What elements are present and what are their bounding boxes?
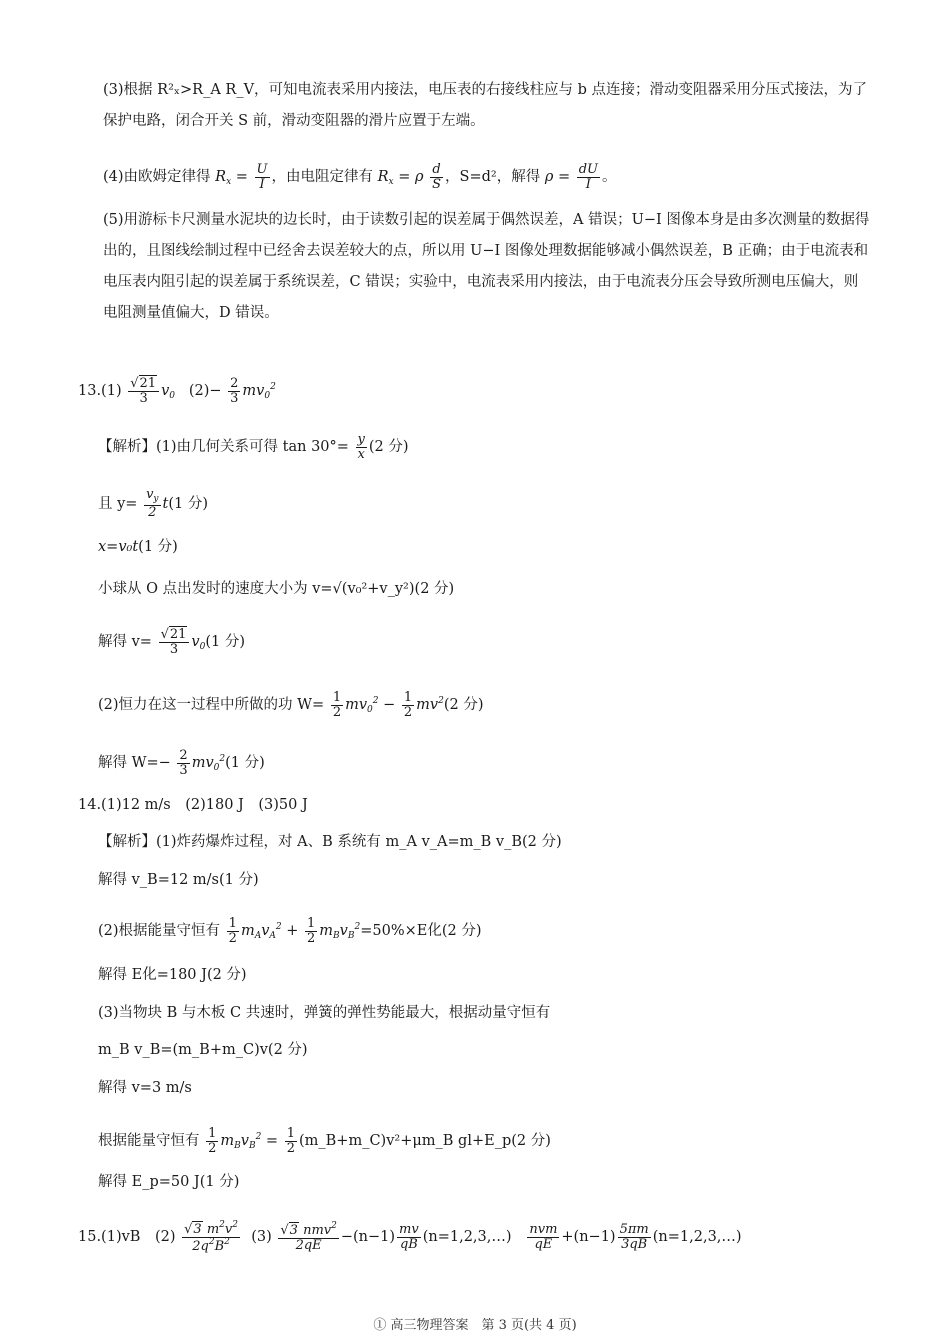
q14-l7-text: 解得 v=3 m/s bbox=[98, 1080, 192, 1096]
q15-answer: 15.(1)vB (2) $\frac{√3 m^2v^2}{2q^2B^2}$ (3) $\frac{√3 nmv^2}{2qE}$ −(n−1) $\frac{mv}{qB}$ (n=1,2,3,…) $\frac{\text{nvm}}{qE}$ +(n−1) $\frac{5\pi m}{3qB}$ (n=1,2,3,…) bbox=[78, 1219, 742, 1254]
paragraph-5-text: (5)用游标卡尺测量水泥块的边长时，由于读数引起的误差属于偶然误差，A 错误；U−I 图像本身是由多次测量的数据得出的，且图线绘制过程中已经舍去误差较大的点，所以用 U−I 图像处理数据能够减小偶然误差，B 正确；由于电流表和电压表内阻引起的误差属于系统误差，C 错误；实验中，电流表采用内接法，由于电流表分压会导致所测电压偏大，则电阻测量值偏大，D 错误。 bbox=[103, 212, 870, 321]
q15-part3: (3) bbox=[251, 1229, 272, 1245]
q13-l4-score: (2 分) bbox=[414, 581, 455, 597]
p4-prefix: (4)由欧姆定律得 bbox=[103, 169, 211, 185]
q13-ans2: $\frac{2}{3}$ bbox=[230, 375, 239, 406]
q13-part2: (2)− bbox=[188, 383, 222, 399]
q13-l5-score: (1 分) bbox=[205, 634, 245, 650]
q13-l6-score: (2 分) bbox=[443, 697, 484, 713]
q15-ans2: $\frac{√3 m^2v^2}{2q^2B^2}$ bbox=[184, 1219, 238, 1254]
paragraph-3 bbox=[103, 75, 870, 137]
q13-l6-text: (2)恒力在这一过程中所做的功 W= bbox=[98, 697, 325, 713]
q13-l1-score: (2 分) bbox=[368, 439, 409, 455]
q15-plus: +(n−1) bbox=[561, 1229, 616, 1245]
q13-l2-text: 且 y= bbox=[98, 496, 138, 512]
q13-line4 bbox=[98, 579, 930, 599]
q14-l4-text: 解得 E化=180 J(2 分) bbox=[98, 967, 247, 983]
q13-answer: 13.(1) $\frac{√21}{3}$ $v_0$ (2)− $\frac{2}{3}$ $mv_0^2$ bbox=[78, 375, 276, 406]
q14-l3-post: =50%×E化(2 分) bbox=[360, 923, 482, 939]
q14-line8: 根据能量守恒有 $\frac{1}{2}$ $m_Bv_B^2$ = $\frac{1}{2}$ (m_B+m_C)v²+μm_B gl+E_p(2 分) bbox=[98, 1125, 551, 1156]
q14-l3-text: (2)根据能量守恒有 bbox=[98, 923, 221, 939]
q14-l2-text: 解得 v_B=12 m/s(1 分) bbox=[98, 872, 259, 888]
q15-n2: (n=1,2,3,…) bbox=[652, 1229, 742, 1245]
q14-head-text: 14.(1)12 m/s (2)180 J (3)50 J bbox=[78, 797, 308, 813]
q14-answer bbox=[78, 795, 930, 815]
q13-ans1: $\frac{√21}{3}$ bbox=[128, 377, 159, 405]
q13-line1: 【解析】(1)由几何关系可得 tan 30°= $\frac{y}{x}$ (2 分) bbox=[98, 431, 409, 462]
p4-mid1: ，由电阻定律有 bbox=[271, 169, 373, 185]
paragraph-4 bbox=[103, 160, 930, 199]
q14-line4 bbox=[98, 965, 930, 985]
q15-n1: (n=1,2,3,…) bbox=[422, 1229, 512, 1245]
p4-end: 。 bbox=[602, 169, 617, 185]
q14-line5 bbox=[98, 1003, 930, 1023]
q13-line3 bbox=[98, 537, 930, 557]
paragraph-3-text: (3)根据 R²ₓ>R_A R_V，可知电流表采用内接法，电压表的右接线柱应与 b 点连接；滑动变阻器采用分压式接法，为了保护电路，闭合开关 S 前，滑动变阻器的滑片应置于左端。 bbox=[103, 82, 868, 129]
q13-line6: (2)恒力在这一过程中所做的功 W= $\frac{1}{2}$ $mv_0^2$ − $\frac{1}{2}$ $mv^2(2$ 分) bbox=[98, 689, 484, 720]
formula-ohm: $R_x$ = $\frac{U}{I}$ bbox=[215, 161, 268, 192]
formula-resistivity: $R_x = \rho$ $\frac{d}{S}$ bbox=[377, 161, 442, 192]
q14-l5-text: (3)当物块 B 与木板 C 共速时，弹簧的弹性势能最大，根据动量守恒有 bbox=[98, 1005, 551, 1021]
q14-line3: (2)根据能量守恒有 $\frac{1}{2}$ $m_Av_A^2$ + $\frac{1}{2}$ $m_Bv_B^2=50\%\times E$化(2 分) bbox=[98, 915, 482, 946]
q14-line9 bbox=[98, 1172, 930, 1192]
paragraph-5 bbox=[103, 205, 870, 329]
q14-l8-text: 根据能量守恒有 bbox=[98, 1133, 200, 1149]
q15-mid: −(n−1) bbox=[340, 1229, 396, 1245]
q14-l1-text: 【解析】(1)炸药爆炸过程，对 A、B 系统有 m_A v_A=m_B v_B(2 分) bbox=[98, 834, 562, 850]
q13-l4-text: 小球从 O 点出发时的速度大小为 v=√(v₀²+v_y²) bbox=[98, 581, 415, 597]
q14-line2 bbox=[98, 870, 930, 890]
q14-line1 bbox=[98, 832, 930, 852]
q13-number: 13.(1) bbox=[78, 383, 122, 399]
q14-l6-text: m_B v_B=(m_B+m_C)v(2 分) bbox=[98, 1042, 308, 1058]
q14-l8-post: (m_B+m_C)v²+μm_B gl+E_p(2 分) bbox=[298, 1133, 551, 1149]
q13-line7: 解得 W=− $\frac{2}{3}$ $mv_0^2(1$ 分) bbox=[98, 747, 265, 778]
q13-l5-text: 解得 v= bbox=[98, 634, 152, 650]
q13-l7-score: (1 分) bbox=[225, 755, 265, 771]
page-footer: ① 高三物理答案 第 3 页(共 4 页) bbox=[373, 1318, 577, 1333]
q13-l3-score: (1 分) bbox=[138, 539, 178, 555]
q14-l9-text: 解得 E_p=50 J(1 分) bbox=[98, 1174, 240, 1190]
q13-l3-text: x=v₀t bbox=[98, 539, 139, 555]
q14-line7 bbox=[98, 1078, 930, 1098]
q13-line5: 解得 v= $\frac{√21}{3}$ $v_0(1$ 分) bbox=[98, 626, 245, 657]
q14-line6 bbox=[98, 1040, 930, 1060]
q13-line2: 且 y= $\frac{v_y}{2}$ t(1 分) bbox=[98, 487, 208, 520]
q13-l1-text: 【解析】(1)由几何关系可得 tan 30°= bbox=[98, 439, 349, 455]
formula-rho: ρ = $\frac{dU}{I}$ bbox=[544, 161, 599, 192]
q13-l7-text: 解得 W=− bbox=[98, 755, 171, 771]
p4-mid2: ，S=d²，解得 bbox=[445, 169, 541, 185]
q13-l2-score: (1 分) bbox=[168, 496, 208, 512]
q15-head-text: 15.(1)vB (2) bbox=[78, 1229, 176, 1245]
